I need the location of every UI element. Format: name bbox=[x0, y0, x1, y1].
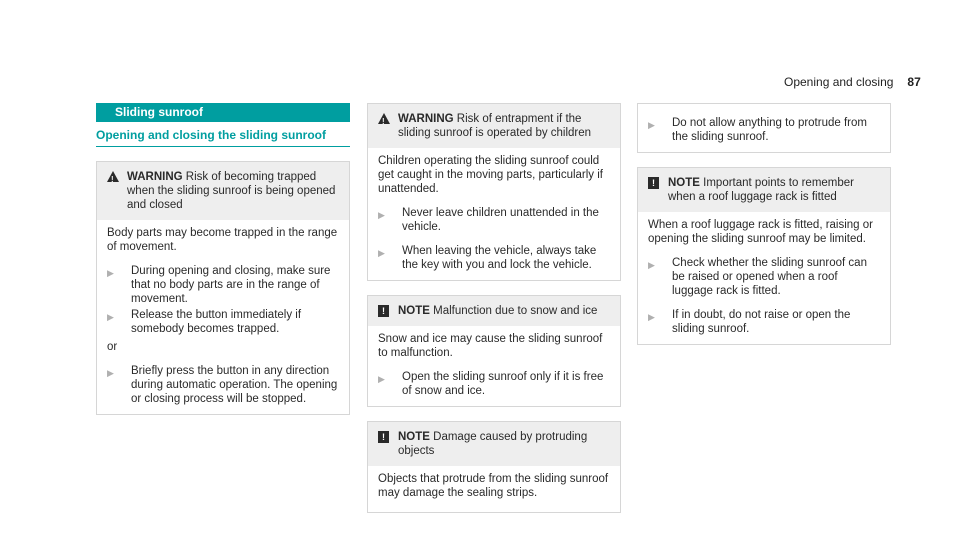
column-2 bbox=[367, 103, 621, 513]
step-arrow-icon: ▶ bbox=[378, 210, 385, 220]
instruction-step bbox=[378, 244, 610, 272]
note-exclamation-icon: ! bbox=[648, 176, 668, 204]
note-box-protruding bbox=[367, 421, 621, 513]
warning-header bbox=[97, 162, 349, 220]
step-arrow-icon: ▶ bbox=[107, 368, 114, 378]
note-exclamation-icon: ! bbox=[378, 304, 398, 318]
note-header bbox=[368, 422, 620, 466]
section-title-bar: Sliding sunroof bbox=[96, 103, 350, 122]
note-header bbox=[368, 296, 620, 326]
instruction-step bbox=[107, 308, 339, 336]
warning-label: WARNING bbox=[127, 171, 183, 183]
instruction-step bbox=[378, 206, 610, 234]
note-box-luggage-rack bbox=[637, 167, 891, 345]
header-section-title: Opening and closing bbox=[784, 75, 894, 89]
warning-label: WARNING bbox=[398, 113, 454, 125]
note-label: NOTE bbox=[398, 431, 430, 443]
instruction-step bbox=[648, 116, 880, 144]
step-text: If in doubt, do not raise or open the sliding sunroof. bbox=[672, 309, 851, 335]
warning-title: Risk of entrapment if the sliding sunroof is operated by children bbox=[398, 113, 592, 139]
instruction-step bbox=[648, 256, 880, 298]
step-text: Never leave children unattended in the vehicle. bbox=[402, 207, 599, 233]
warning-box-trapped bbox=[96, 161, 350, 415]
step-arrow-icon: ▶ bbox=[648, 312, 655, 322]
warning-triangle-icon bbox=[378, 112, 398, 140]
step-text: Release the button immediately if somebody becomes trapped. bbox=[131, 309, 302, 335]
warning-title: Risk of becoming trapped when the sliding sunroof is being opened and closed bbox=[127, 171, 336, 211]
step-arrow-icon: ▶ bbox=[378, 248, 385, 258]
column-1 bbox=[96, 103, 350, 415]
warning-box-children bbox=[367, 103, 621, 281]
note-title: Damage caused by protruding objects bbox=[398, 431, 588, 457]
warning-body: Children operating the sliding sunroof could get caught in the moving parts, particularly if unattended. bbox=[378, 155, 604, 195]
instruction-step bbox=[378, 370, 610, 398]
step-text: Briefly press the button in any direction during automatic operation. The opening or closing process will be stopped. bbox=[131, 365, 338, 405]
warning-header bbox=[368, 104, 620, 148]
step-arrow-icon: ▶ bbox=[648, 260, 655, 270]
page-header bbox=[784, 75, 921, 89]
note-body: Objects that protrude from the sliding sunroof may damage the sealing strips. bbox=[378, 473, 609, 499]
step-text: When leaving the vehicle, always take the key with you and lock the vehicle. bbox=[402, 245, 597, 271]
note-body: When a roof luggage rack is fitted, raising or opening the sliding sunroof may be limited. bbox=[648, 219, 874, 245]
note-label: NOTE bbox=[668, 177, 700, 189]
warning-triangle-icon bbox=[107, 170, 127, 212]
step-arrow-icon: ▶ bbox=[107, 268, 114, 278]
continued-box bbox=[637, 103, 891, 153]
note-exclamation-icon: ! bbox=[378, 430, 398, 458]
note-header bbox=[638, 168, 890, 212]
note-label: NOTE bbox=[398, 305, 430, 317]
note-box-snow-ice bbox=[367, 295, 621, 407]
step-text: During opening and closing, make sure that no body parts are in the range of movement. bbox=[131, 265, 331, 305]
note-body: Snow and ice may cause the sliding sunroof to malfunction. bbox=[378, 333, 603, 359]
subheading: Opening and closing the sliding sunroof bbox=[96, 128, 350, 147]
page-number: 87 bbox=[907, 75, 921, 89]
step-text: Do not allow anything to protrude from the sliding sunroof. bbox=[672, 117, 867, 143]
step-arrow-icon: ▶ bbox=[648, 120, 655, 130]
step-text: Open the sliding sunroof only if it is free of snow and ice. bbox=[402, 371, 604, 397]
note-title: Malfunction due to snow and ice bbox=[429, 305, 598, 317]
instruction-step bbox=[107, 364, 339, 406]
column-3 bbox=[637, 103, 891, 345]
warning-body: Body parts may become trapped in the range of movement. bbox=[107, 227, 338, 253]
instruction-step bbox=[648, 308, 880, 336]
note-title: Important points to remember when a roof luggage rack is fitted bbox=[668, 177, 854, 203]
step-text: Check whether the sliding sunroof can be raised or opened when a roof luggage rack is fitted. bbox=[672, 257, 867, 297]
step-arrow-icon: ▶ bbox=[107, 312, 114, 322]
or-text: or bbox=[107, 341, 118, 353]
instruction-step bbox=[107, 264, 339, 306]
step-arrow-icon: ▶ bbox=[378, 374, 385, 384]
